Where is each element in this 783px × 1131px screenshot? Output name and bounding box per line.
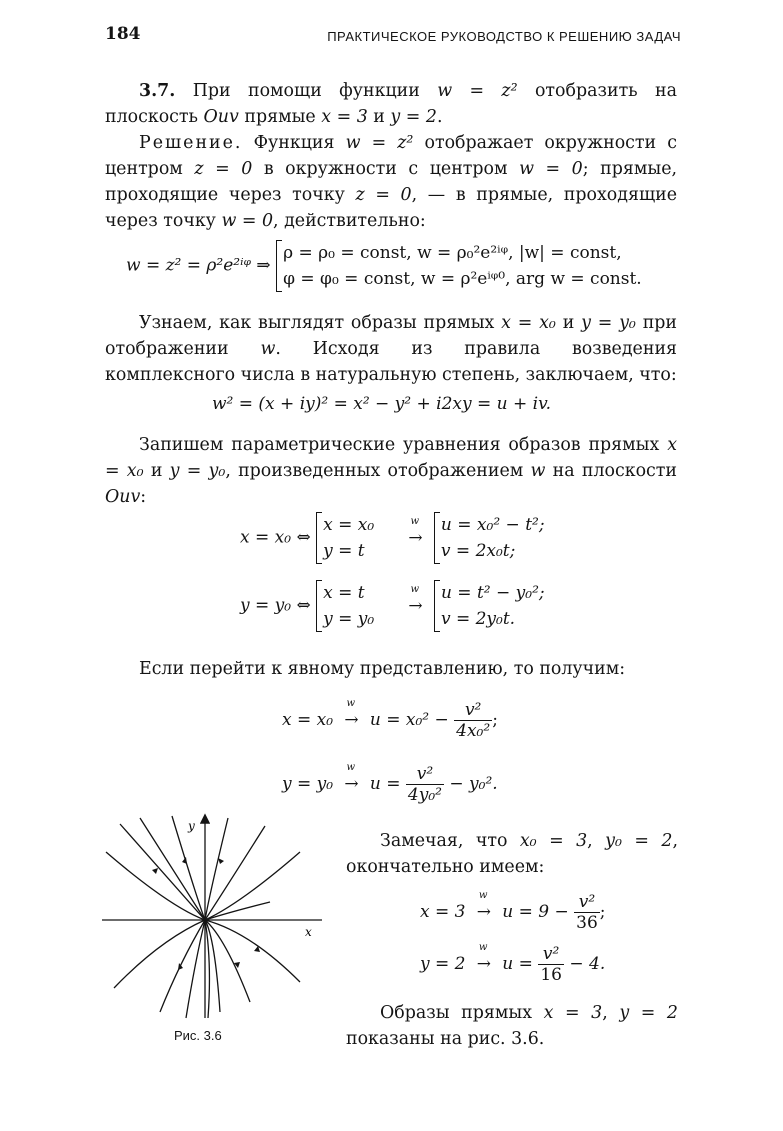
running-title: ПРАКТИЧЕСКОЕ РУКОВОДСТВО К РЕШЕНИЮ ЗАДАЧ [327, 29, 681, 44]
system-line: y = t [323, 541, 365, 561]
text: отобразить на плоскость [105, 81, 677, 127]
formula-part: u = [502, 954, 533, 974]
text: и [555, 313, 582, 333]
arrow-label: w [410, 515, 420, 527]
math: z = 0 [355, 185, 412, 205]
formula-lhs: x = x₀ ⇔ [240, 527, 311, 548]
math: Ouv [203, 107, 239, 127]
formula: w² = (x + iy)² = x² − y² + i2xy = u + iv. [212, 394, 552, 414]
formula-part: u = x₀² − [369, 710, 449, 730]
text: при отображении [105, 313, 678, 359]
text: . [436, 107, 443, 127]
system-bracket [276, 240, 642, 292]
math: y = y₀ [581, 313, 636, 333]
math: w = z² [345, 133, 414, 153]
map-arrow: w → [408, 515, 423, 548]
parabola-figure [100, 812, 330, 1022]
numerator: v² [464, 700, 482, 720]
system-line: x = x₀ [323, 515, 375, 535]
paragraph-3 [105, 432, 677, 510]
denominator: 36 [576, 913, 598, 933]
x-axis-label: x [305, 925, 312, 939]
numerator: v² [578, 892, 596, 912]
system-line: x = t [323, 583, 365, 603]
formula-lhs: y = y₀ ⇔ [240, 595, 311, 616]
problem-paragraph [105, 78, 677, 130]
polar-formula [126, 240, 642, 292]
math: x = x₀ [105, 435, 677, 481]
formula-lhs: y = 2 [420, 954, 466, 974]
math: x = 3 [543, 1003, 603, 1023]
text: в окружности с центром [252, 159, 520, 179]
math: x = x₀ [501, 313, 556, 333]
formula-lhs: y = y₀ [282, 774, 334, 794]
arrow-label: w [346, 762, 356, 773]
math: w = 0 [221, 211, 274, 231]
text: Запишем параметрические уравнения образов прямых [139, 435, 668, 455]
text: , окончательно имеем: [346, 831, 679, 877]
figure-caption: Рис. 3.6 [174, 1028, 222, 1043]
parametric-formula-1 [240, 512, 545, 564]
text: показаны на рис. 3.6. [346, 1029, 545, 1049]
solution-word: Решение. [139, 133, 243, 153]
math: x = 3 [321, 107, 368, 127]
system-bracket [316, 580, 397, 632]
text: , — в прямые, проходящие через точку [105, 185, 677, 231]
flow-arrow [218, 858, 224, 864]
denominator: 4y₀² [407, 785, 442, 805]
parametric-formula-2 [240, 580, 545, 632]
text: ; прямые, проходящие через точку [105, 159, 678, 205]
square-formula [212, 394, 551, 414]
map-arrow: w → [344, 698, 359, 730]
problem-label: 3.7. [139, 81, 176, 101]
text: Узнаем, как выглядят образы прямых [139, 313, 502, 333]
page-number: 184 [105, 24, 141, 44]
text: : [140, 487, 147, 507]
formula-part: − 4. [569, 954, 606, 974]
text: При помощи функции [192, 81, 438, 101]
system-line: ρ = ρ₀ = const, w = ρ₀²e²ⁱᵠ, |w| = const, [283, 243, 622, 263]
formula-part: u = [369, 774, 401, 794]
paragraph-5 [346, 828, 678, 880]
math: y = 2 [619, 1003, 678, 1023]
text: отображает окружности с центром [105, 133, 677, 179]
fraction [454, 700, 492, 741]
formula-lhs: x = 3 [420, 902, 466, 922]
flow-arrow [178, 963, 183, 970]
math: w [260, 339, 276, 359]
text: , действительно: [273, 211, 426, 231]
text: , [587, 831, 606, 851]
text: , [602, 1003, 620, 1023]
arrow-label: w [478, 942, 488, 953]
y-axis-label: y [188, 819, 195, 833]
text: на плоскости [545, 461, 677, 481]
system-bracket [434, 580, 545, 632]
explicit-formula-1 [282, 700, 498, 741]
formula-part: ; [599, 902, 606, 922]
formula-lhs: x = x₀ [282, 710, 334, 730]
text: и [143, 461, 170, 481]
arrow-label: w [478, 890, 488, 901]
text: Если перейти к явному представлению, то получим: [139, 659, 626, 679]
arrow-label: w [346, 698, 356, 709]
text: прямые [238, 107, 322, 127]
map-arrow: w → [476, 890, 491, 922]
text: . Исходя из правила возведения комплексного числа в натуральную степень, заключаем, что: [105, 339, 678, 385]
map-arrow: w → [408, 583, 423, 616]
system-line: u = t² − y₀²; [440, 583, 545, 603]
explicit-formula-2 [282, 764, 498, 805]
math: z = 0 [194, 159, 253, 179]
text: и [367, 107, 391, 127]
system-line: u = x₀² − t²; [440, 515, 545, 535]
fraction [574, 892, 600, 933]
formula-part: − y₀². [449, 774, 498, 794]
formula-lhs: w = z² = ρ²e²ⁱᵠ ⇒ [126, 255, 271, 276]
paragraph-2 [105, 310, 677, 388]
final-formula-2 [420, 944, 605, 985]
system-line: v = 2y₀t. [440, 609, 516, 629]
denominator: 16 [540, 965, 562, 985]
math: w = 0 [519, 159, 583, 179]
text: Образы прямых [380, 1003, 544, 1023]
formula-part: ; [492, 710, 498, 730]
numerator: v² [416, 764, 434, 784]
flow-arrow [152, 868, 158, 874]
arrow-label: w [410, 583, 420, 595]
final-formula-1 [420, 892, 606, 933]
denominator: 4x₀² [456, 721, 491, 741]
image-curve [160, 826, 265, 1012]
paragraph-6 [346, 1000, 678, 1052]
text: Замечая, что [380, 831, 520, 851]
system-line: φ = φ₀ = const, w = ρ²eⁱᵠ⁰, arg w = const. [283, 269, 642, 289]
math: Ouv [105, 487, 141, 507]
solution-paragraph [105, 130, 677, 234]
map-arrow: w → [476, 942, 492, 974]
fraction [406, 764, 444, 805]
numerator: v² [542, 944, 560, 964]
fraction [538, 944, 564, 985]
system-bracket [316, 512, 397, 564]
math: y = 2 [390, 107, 437, 127]
system-bracket [434, 512, 545, 564]
math: w = z² [437, 81, 518, 101]
math: y = y₀ [169, 461, 226, 481]
formula-part: u = 9 − [502, 902, 569, 922]
math: y₀ = 2 [605, 831, 673, 851]
paragraph-4 [105, 656, 677, 682]
map-arrow: w → [344, 762, 359, 794]
text: , произведенных отображением [225, 461, 531, 481]
math: w [530, 461, 546, 481]
system-line: y = y₀ [323, 609, 375, 629]
system-line: v = 2x₀t; [440, 541, 516, 561]
math: x₀ = 3 [519, 831, 588, 851]
text: Функция [242, 133, 346, 153]
